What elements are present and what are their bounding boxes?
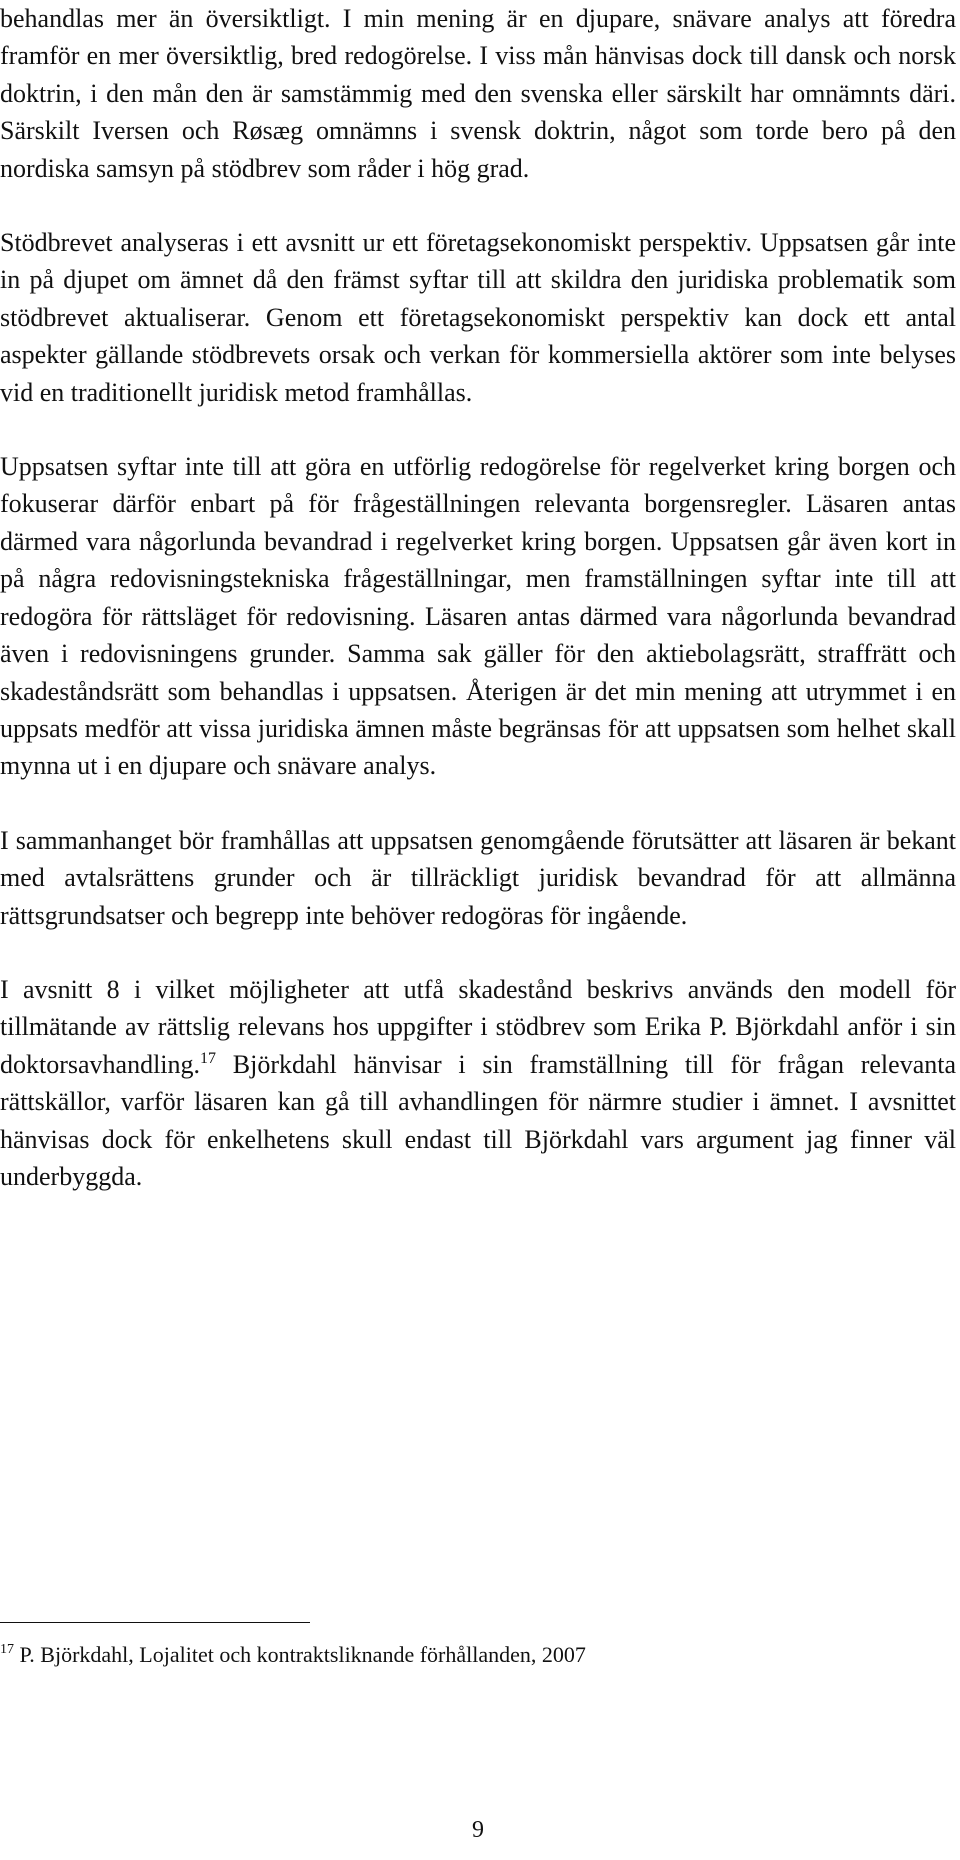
footnote-number: 17 (0, 1642, 14, 1657)
paragraph-business-perspective: Stödbrevet analyseras i ett avsnitt ur ett företagsekonomiskt perspektiv. Uppsatsen går inte in på djupet om ämnet då den främst syftar till att skildra den juridiska problematik som stödbrevet aktualiserar. Genom ett företagsekonomiskt perspektiv kan dock ett antal aspekter gällande stödbrevets orsak och verkan för kommersiella aktörer som inte belyses vid en traditionellt juridisk metod framhållas. (0, 228, 956, 407)
footnote-text: P. Björkdahl, Lojalitet och kontraktsliknande förhållanden, 2007 (14, 1642, 586, 1667)
paragraph-scope-doctrine: behandlas mer än översiktligt. I min mening är en djupare, snävare analys att föredra framför en mer översiktlig, bred redogörelse. I viss mån hänvisas dock till dansk och norsk doktrin, i den mån den är samstämmig med den svenska eller särskilt har omnämnts däri. Särskilt Iversen och Røsæg omnämns i svensk doktrin, något som torde bero på den nordiska samsyn på stödbrev som råder i hög grad. (0, 4, 956, 183)
paragraph-damages-text-end: Björkdahl hänvisar i sin framställning till för frågan relevanta rättskällor, varför läsaren kan gå till avhandlingen för närmre studier i ämnet. I avsnittet hänvisas dock för enkelhetens skull endast till Björkdahl vars argument jag finner väl underbyggda. (0, 1049, 956, 1191)
paragraph-suretyship-scope: Uppsatsen syftar inte till att göra en utförlig redogörelse för regelverket kring borgen och fokuserar därför enbart på för frågeställningen relevanta borgensregler. Läsaren antas därmed vara någorlunda bevandrad i regelverket kring borgen. Uppsatsen går även kort in på några redovisningstekniska frågeställningar, men framställningen syftar inte till att redogöra för rättsläget för redovisning. Läsaren antas därmed vara någorlunda bevandrad även i redovisningens grunder. Samma sak gäller för den aktiebolagsrätt, straffrätt och skadeståndsrätt som behandlas i uppsatsen. Återigen är det min mening att utrymmet i en uppsats medför att vissa juridiska ämnen måste begränsas för att uppsatsen som helhet skall mynna ut i en djupare och snävare analys. (0, 452, 956, 781)
page-number: 9 (472, 1817, 484, 1843)
paragraph-reader-assumptions: I sammanhanget bör framhållas att uppsatsen genomgående förutsätter att läsaren är bekant med avtalsrättens grunder och är tillräckligt juridisk bevandrad för att allmänna rättsgrundsatser och begrepp inte behöver redogöras för ingående. (0, 825, 956, 930)
footnote (0, 1640, 940, 1670)
footnote-reference: 17 (200, 1049, 217, 1067)
paragraph-damages-text-start: I avsnitt 8 i vilket möjligheter att utfå skadestånd beskrivs används den modell för tillmätande av rättslig relevans hos uppgifter i stödbrev som Erika P. Björkdahl anför i sin doktorsavhandling. (0, 974, 956, 1079)
paragraph-damages-model (0, 971, 956, 1195)
footnote-separator (0, 1622, 310, 1623)
